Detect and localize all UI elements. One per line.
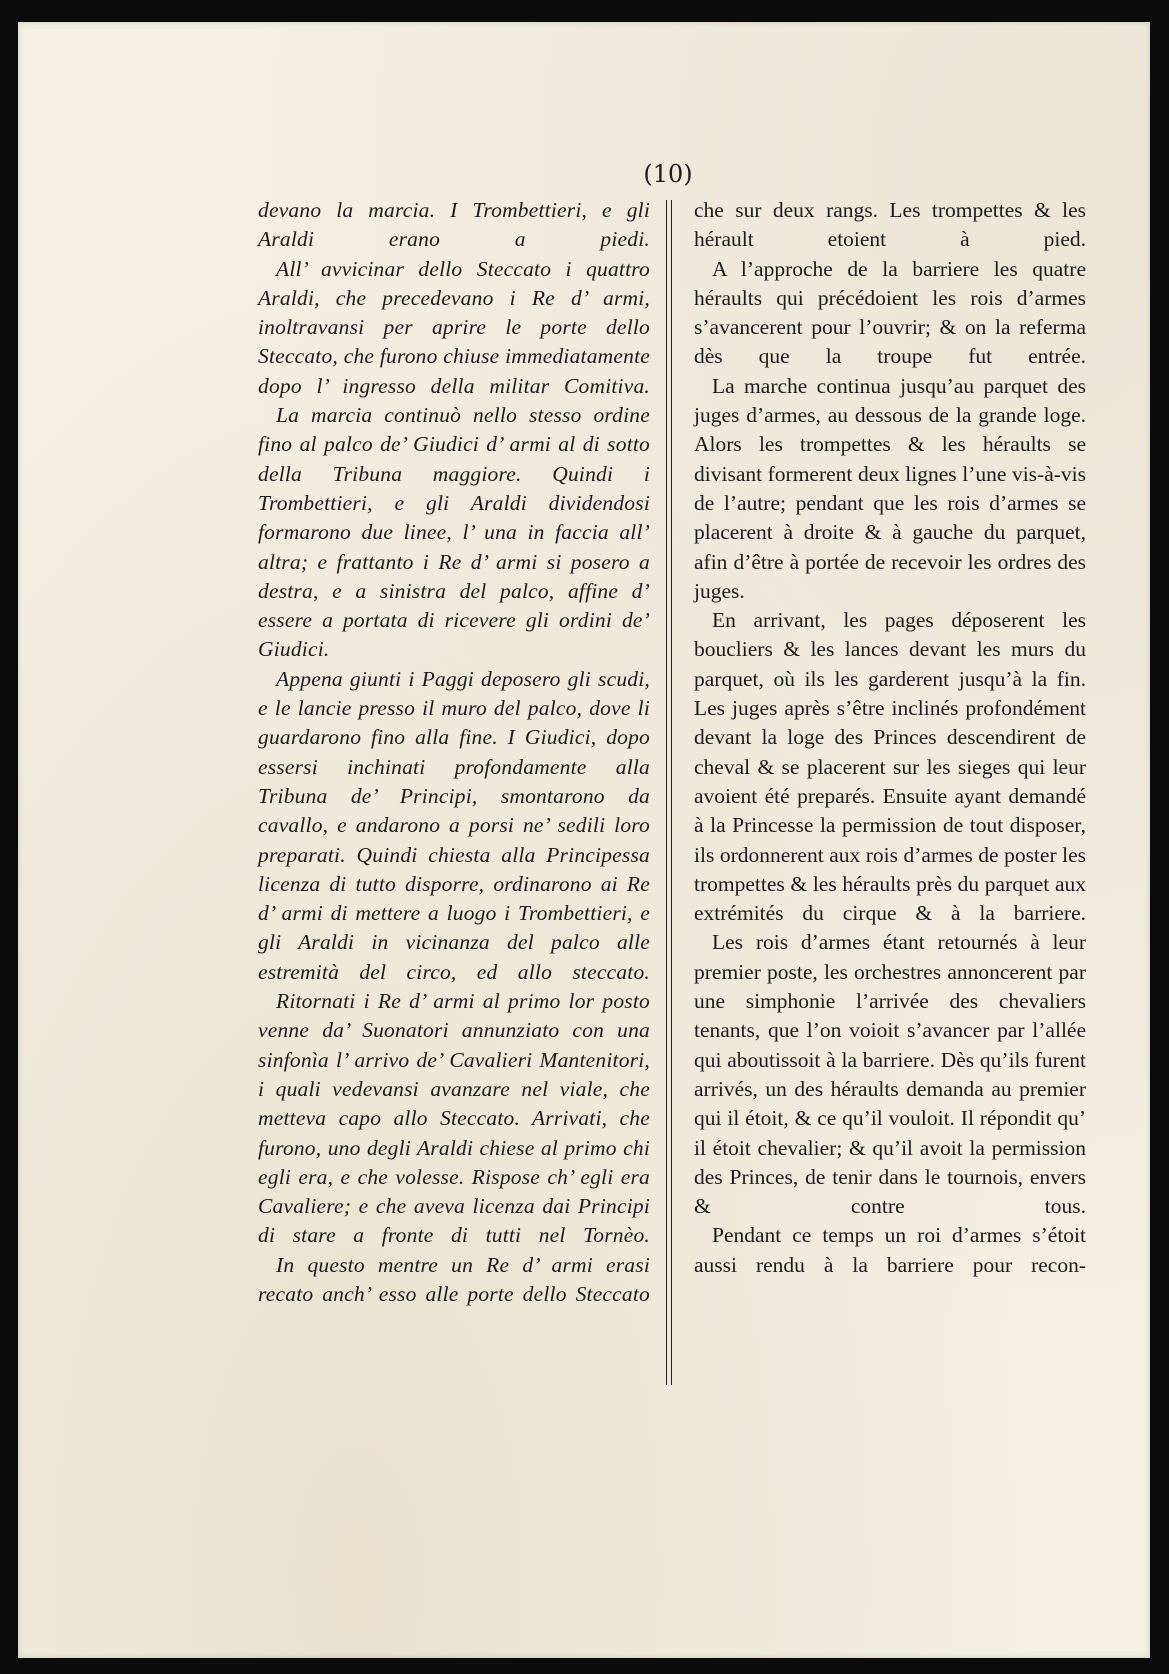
scan-corner-tab [1151, 8, 1169, 48]
french-paragraph-1: che sur deux rangs. Les trompettes & les hérault etoient à pied. [694, 198, 1086, 252]
scan-border-top [0, 0, 1169, 22]
page-number: (10) [643, 160, 693, 188]
italian-paragraph-5: Ritornati i Re d’ armi al primo lor posto venne da’ Suonatori annunziato con una sinfonìa l’ arrivo de’ Cavalieri Mantenitori, i quali vedevansi avanzare nel viale, che metteva capo allo Steccato. Arrivati, che furono, uno degli Araldi chiese al primo chi egli era, e che volesse. Rispose ch’ egli era Cavaliere; e che aveva licenza dai Principi di stare a fronte di tutti nel Tornèo. [258, 989, 650, 1248]
french-column [694, 196, 1086, 1280]
italian-paragraph-4: Appena giunti i Paggi deposero gli scudi, e le lancie presso il muro del palco, dove li guardarono fino alla fine. I Giudici, dopo essersi inchinati profondamente alla Tribuna de’ Principi, smontarono da cavallo, e andarono a porsi ne’ sedili loro preparati. Quindi chiesta alla Principessa licenza di tutto disporre, ordinarono ai Re d’ armi di mettere a luogo i Trombettieri, e gli Araldi in vicinanza del palco alle estremità del circo, ed allo steccato. [258, 666, 650, 984]
italian-paragraph-6: In questo mentre un Re d’ armi erasi recato anch’ esso alle porte dello Steccato [258, 1252, 650, 1306]
italian-paragraph-1: devano la marcia. I Trombettieri, e gli Araldi erano a piedi. [258, 198, 650, 252]
column-divider-right [671, 200, 672, 1385]
italian-paragraph-2: All’ avvicinar dello Steccato i quattro Araldi, che precedevano i Re d’ armi, inoltravansi per aprire le porte dello Steccato, che furono chiuse immediatamente dopo l’ ingresso della militar Comitiva. [258, 256, 650, 398]
french-paragraph-6: Pendant ce temps un roi d’armes s’étoit aussi rendu à la barriere pour recon- [694, 1223, 1086, 1277]
italian-paragraph-3: La marcia continuò nello stesso ordine fino al palco de’ Giudici d’ armi al di sotto della Tribuna maggiore. Quindi i Trombettieri, e gli Araldi dividendosi formarono due linee, l’ una in faccia all’ altra; e frattanto i Re d’ armi si posero a destra, e a sinistra del palco, affine d’ essere a portata di ricevere gli ordini de’ Giudici. [258, 403, 650, 662]
french-paragraph-5: Les rois d’armes étant retournés à leur premier poste, les orchestres annoncerent par une simphonie l’arrivée des chevaliers tenants, que l’on voioit s’avancer par l’allée qui aboutissoit à la barriere. Dès qu’ils furent arrivés, un des héraults demanda au premier qui il étoit, & ce qu’il vouloit. Il répondit qu’ il étoit chevalier; & qu’il avoit la permission des Princes, de tenir dans le tournois, envers & contre tous. [694, 930, 1086, 1219]
french-paragraph-2: A l’approche de la barriere les quatre héraults qui précédoient les rois d’armes s’avancerent pour l’ouvrir; & on la referma dès que la troupe fut entrée. [694, 256, 1086, 369]
column-divider-left [666, 200, 667, 1385]
french-paragraph-4: En arrivant, les pages déposerent les boucliers & les lances devant les murs du parquet, où ils les garderent jusqu’à la fin. Les juges après s’être inclinés profondément devant la loge des Princes descendirent de cheval & se placerent sur les sieges qui leur avoient été preparés. Ensuite ayant demandé à la Princesse la permission de tout disposer, ils ordonnerent aux rois d’armes de poster les trompettes & les héraults près du parquet aux extrémités du cirque & à la barriere. [694, 608, 1086, 926]
french-paragraph-3: La marche continua jusqu’au parquet des juges d’armes, au dessous de la grande loge. Alors les trompettes & les héraults se divisant formerent deux lignes l’une vis-à-vis de l’autre; pendant que les rois d’armes se placerent à droite & à gauche du parquet, afin d’être à portée de recevoir les ordres des juges. [694, 373, 1086, 603]
italian-column [258, 196, 650, 1309]
